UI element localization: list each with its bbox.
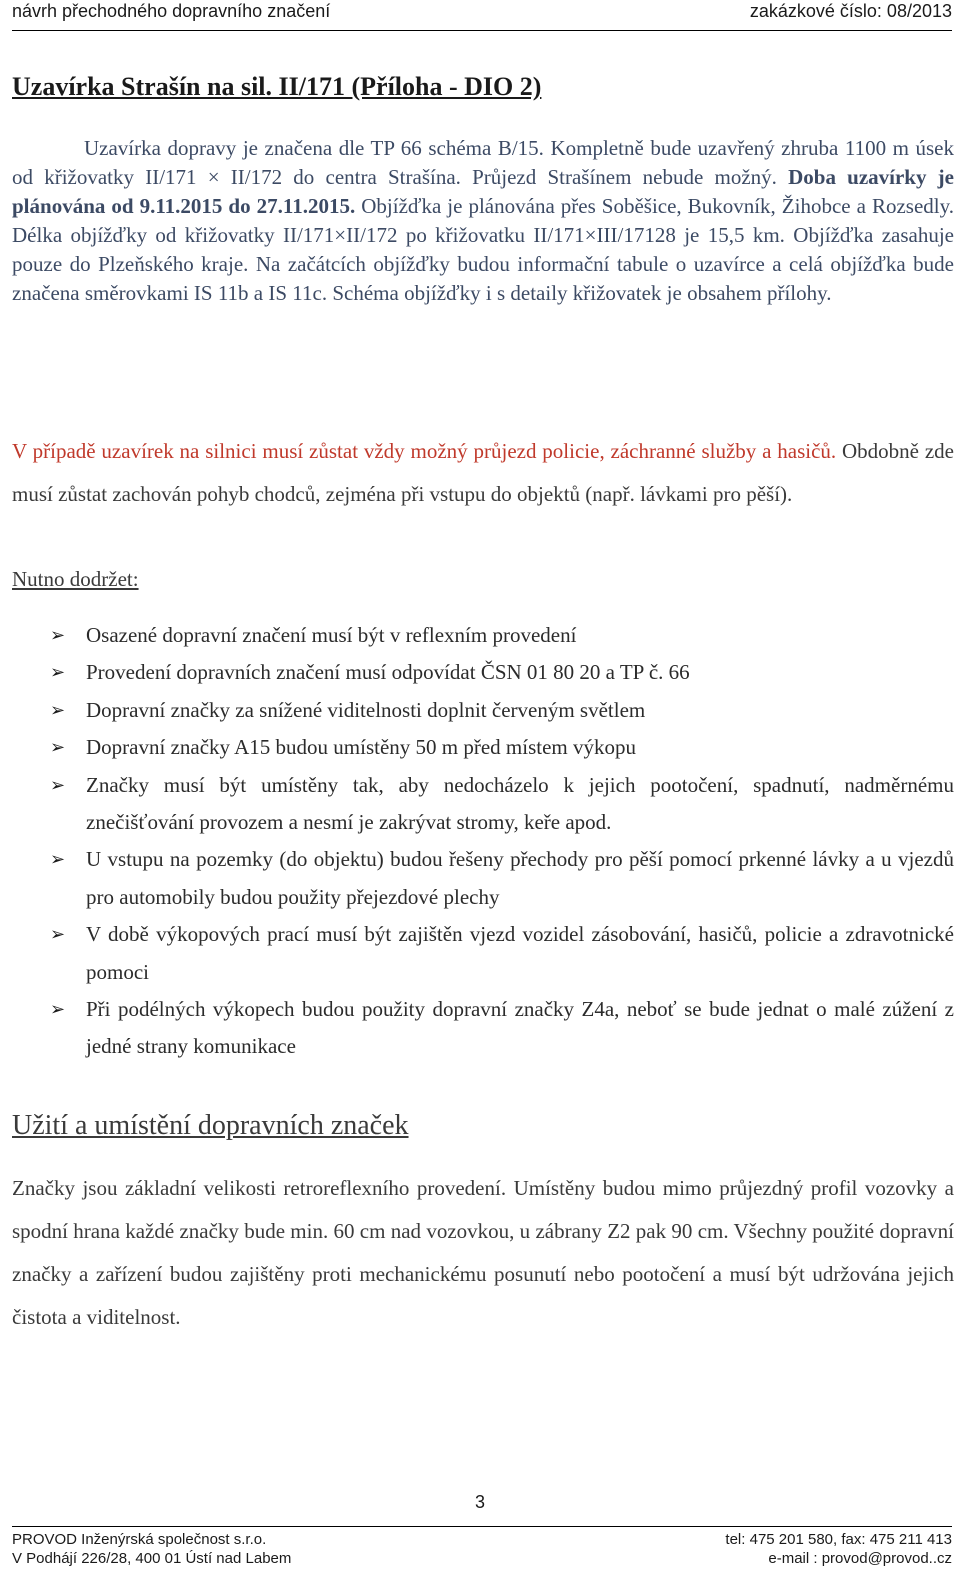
list-item: ➢ V době výkopových prací musí být zajištěn vjezd vozidel zásobování, hasičů, policie a zdravotnické pomoci bbox=[50, 916, 954, 991]
arrow-bullet-icon: ➢ bbox=[50, 924, 66, 945]
page-number: 3 bbox=[474, 1492, 485, 1512]
section-title: Uzavírka Strašín na sil. II/171 (Příloha - DIO 2) bbox=[12, 72, 542, 101]
signs-placement-paragraph: Značky jsou základní velikosti retroreflexního provedení. Umístěny budou mimo průjezdný profil vozovky a spodní hrana každé značky bude min. 60 cm nad vozovkou, u zábrany Z2 pak 90 cm. Všechny použité dopravní značky a zařízení budou zajištěny proti mechanickému posunutí nebo pootočení a musí být udržována jejich čistota a viditelnost. bbox=[12, 1176, 954, 1329]
emergency-access-warning: V případě uzavírek na silnici musí zůstat vždy možný průjezd policie, záchranné služby a hasičů. bbox=[12, 439, 837, 463]
footer-contact-info bbox=[725, 1530, 952, 1568]
footer-company-name: PROVOD Inženýrská společnost s.r.o. bbox=[12, 1531, 267, 1548]
arrow-bullet-icon: ➢ bbox=[50, 999, 66, 1020]
arrow-bullet-icon: ➢ bbox=[50, 849, 66, 870]
footer-email: e-mail : provod@provod..cz bbox=[768, 1550, 952, 1567]
arrow-bullet-icon: ➢ bbox=[50, 737, 66, 758]
arrow-bullet-icon: ➢ bbox=[50, 699, 66, 720]
emergency-access-paragraph bbox=[12, 430, 954, 516]
list-item: ➢ U vstupu na pozemky (do objektu) budou řešeny přechody pro pěší pomocí prkenné lávky a u vjezdů pro automobily budou použity přejezdové plechy bbox=[50, 841, 954, 916]
arrow-bullet-icon: ➢ bbox=[50, 774, 66, 795]
footer-phone: tel: 475 201 580, fax: 475 211 413 bbox=[725, 1531, 952, 1548]
closure-description-paragraph bbox=[12, 134, 954, 308]
pedestrian-access-text: Obdobně zde musí zůstat zachován pohyb chodců, zejména při vstupu do objektů (např. lávkami pro pěší). bbox=[12, 439, 954, 506]
arrow-bullet-icon: ➢ bbox=[50, 625, 66, 645]
list-item: ➢ Při podélných výkopech budou použity dopravní značky Z4a, neboť se bude jednat o malé zúžení z jedné strany komunikace bbox=[50, 991, 954, 1066]
list-item: ➢ Dopravní značky za snížené viditelnosti doplnit červeným světlem bbox=[50, 692, 954, 729]
header-order-number: zakázkové číslo: 08/2013 bbox=[749, 1, 952, 21]
closure-dates: Doba uzavírky je plánována od 9.11.2015 do 27.11.2015. bbox=[12, 165, 954, 218]
list-item: ➢ Osazené dopravní značení musí být v reflexním provedení bbox=[50, 617, 954, 654]
list-item: ➢ Provedení dopravních značení musí odpovídat ČSN 01 80 20 a TP č. 66 bbox=[50, 654, 954, 691]
detour-description-text: Objížďka je plánována přes Soběšice, Bukovník, Žihobce a Rozsedly. Délka objížďky od křižovatky II/171×II/172 po křižovatku II/171×III/17128 je 15,5 km. Objížďka zasahuje pouze do Plzeňského kraje. Na začátcích objížďky budou informační tabule o uzavírce a celá objížďka bude značena směrovkami IS 11b a IS 11c. Schéma objížďky i s detaily křižovatek je obsahem přílohy. bbox=[12, 194, 954, 305]
page-footer bbox=[12, 1526, 952, 1572]
arrow-bullet-icon: ➢ bbox=[50, 662, 66, 683]
requirements-list bbox=[50, 617, 954, 1066]
footer-company-info bbox=[12, 1530, 291, 1568]
list-item: ➢ Dopravní značky A15 budou umístěny 50 m před místem výkopu bbox=[50, 729, 954, 766]
requirements-heading: Nutno dodržet: bbox=[12, 567, 139, 591]
page-header bbox=[12, 0, 952, 31]
signs-section-title: Užití a umístění dopravních značek bbox=[12, 1110, 409, 1141]
header-document-title: návrh přechodného dopravního značení bbox=[12, 1, 331, 21]
list-item: ➢ Značky musí být umístěny tak, aby nedocházelo k jejich pootočení, spadnutí, nadměrnému znečišťování provozem a nesmí je zakrývat stromy, keře apod. bbox=[50, 767, 954, 842]
footer-address: V Podhájí 226/28, 400 01 Ústí nad Labem bbox=[12, 1550, 292, 1567]
closure-description-text: Uzavírka dopravy je značena dle TP 66 schéma B/15. Kompletně bude uzavřený zhruba 1100 m úsek od křižovatky II/171 × II/172 do centra Strašína. Průjezd Strašínem nebude možný. bbox=[12, 136, 954, 189]
